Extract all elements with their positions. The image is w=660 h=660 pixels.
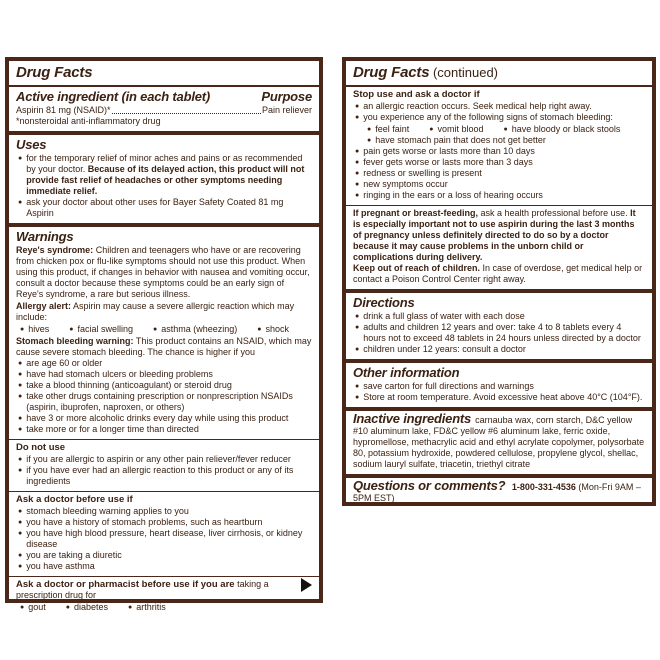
keep-bold: Keep out of reach of children.: [353, 263, 481, 273]
bullet-icon: ●: [355, 313, 360, 320]
list-item: [502, 124, 621, 135]
list-item: [16, 424, 312, 435]
bullet-icon: ●: [355, 170, 360, 177]
allergy-item: asthma (wheezing): [161, 324, 238, 334]
stomach-label: Stomach bleeding warning:: [16, 336, 134, 346]
bullet-icon: ●: [257, 326, 262, 333]
ask-doctor-bullet: you have a history of stomach problems, such as heartburn: [26, 517, 263, 527]
continued-label: (continued): [429, 65, 499, 80]
stomach-bullet: take other drugs containing prescription or nonprescription NSAIDs (aspirin, ibuprofen, naproxen, or others): [26, 391, 293, 412]
list-item: [353, 344, 645, 355]
drug-facts-panel-left: [5, 57, 323, 612]
bullet-icon: ●: [355, 181, 360, 188]
list-item: [18, 324, 49, 335]
inactive-ingredients-section: [346, 407, 652, 474]
directions-bullet: drink a full glass of water with each dose: [363, 311, 525, 321]
list-item: [16, 561, 312, 572]
sign-item: have stomach pain that does not get better: [375, 135, 546, 145]
other-info-bullet: save carton for full directions and warnings: [363, 381, 534, 391]
ask-pharmacist-heading: [16, 579, 312, 601]
other-information-heading: Other information: [353, 365, 460, 380]
drug-item: arthritis: [136, 602, 166, 612]
list-item: [353, 322, 645, 344]
uses-section: [9, 131, 319, 223]
ask-pharmacist-section: [9, 576, 319, 617]
list-item: [353, 179, 645, 190]
list-item: [353, 157, 645, 168]
inactive-ingredients-heading: Inactive ingredients: [353, 411, 472, 426]
bullet-icon: ●: [18, 426, 23, 433]
stomach-bleeding-paragraph: [16, 336, 312, 358]
sign-item: vomit blood: [437, 124, 484, 134]
drug-facts-panel-right: [342, 57, 656, 506]
allergy-alert-paragraph: [16, 301, 312, 323]
do-not-use-bullet: if you have ever had an allergic reaction to this product or any of its ingredients: [26, 465, 294, 486]
directions-bullet: children under 12 years: consult a doctor: [363, 344, 526, 354]
directions-section: [346, 289, 652, 359]
bullet-icon: ●: [18, 508, 23, 515]
list-item: [353, 392, 645, 403]
bullet-icon: ●: [18, 456, 23, 463]
list-item: [353, 101, 645, 112]
list-item: [365, 124, 409, 135]
bullet-icon: ●: [355, 159, 360, 166]
bullet-icon: ●: [355, 324, 360, 331]
active-ingredient-heading: Active ingredient (in each tablet): [16, 89, 211, 104]
bullet-icon: ●: [18, 563, 23, 570]
bullet-icon: ●: [367, 126, 372, 133]
phone-number: 1-800-331-4536: [509, 482, 579, 492]
do-not-use-heading: Do not use: [16, 442, 66, 453]
list-item: [16, 358, 312, 369]
list-item: [126, 602, 166, 613]
bullet-icon: ●: [355, 394, 360, 401]
stomach-bullet: take a blood thinning (anticoagulant) or steroid drug: [26, 380, 232, 390]
drug-facts-title: Drug Facts: [16, 64, 93, 81]
pregnant-bold: If pregnant or breast-feeding,: [353, 208, 479, 218]
list-item: [353, 381, 645, 392]
uses-bullet-1-bold: Because of its delayed action, this product will not provide fast relief of headaches or other symptoms needing immediate relief.: [26, 164, 305, 196]
bullet-icon: ●: [355, 148, 360, 155]
list-item: [16, 369, 312, 380]
list-item: [16, 550, 312, 561]
ask-doctor-section: [9, 491, 319, 576]
bullet-icon: ●: [18, 155, 23, 162]
bullet-icon: ●: [18, 415, 23, 422]
other-info-bullet: Store at room temperature. Avoid excessive heat above 40°C (104°F).: [363, 392, 643, 402]
stop-use-heading: Stop use and ask a doctor if: [353, 89, 480, 100]
uses-bullet-1: for the temporary relief of minor aches and pains or as recommended by your doctor.: [26, 153, 303, 174]
directions-bullet: adults and children 12 years and over: take 4 to 8 tablets every 4 hours not to exceed 48 tablets in 24 hours unless directed by a doctor: [363, 322, 641, 343]
bullet-icon: ●: [18, 467, 23, 474]
pregnant-bold-2: It is especially important not to use aspirin during the last 3 months of pregnancy unless definitely directed to do so by a doctor because it may cause problems in the unborn child or complications during delivery.: [353, 208, 636, 262]
list-item: [353, 112, 645, 123]
pregnant-text: ask a health professional before use.: [478, 208, 631, 218]
sign-item: have bloody or black stools: [511, 124, 621, 134]
bullet-icon: ●: [355, 103, 360, 110]
bullet-icon: ●: [69, 326, 74, 333]
bullet-icon: ●: [429, 126, 434, 133]
questions-paragraph: [353, 480, 645, 504]
allergy-symptom-list: [18, 324, 312, 335]
list-item: [353, 146, 645, 157]
bullet-icon: ●: [355, 114, 360, 121]
drug-facts-header: [9, 61, 319, 85]
purpose-heading: Purpose: [261, 89, 312, 104]
bullet-icon: ●: [18, 530, 23, 537]
list-item: [64, 602, 108, 613]
nsaid-footnote: *nonsteroidal anti-inflammatory drug: [16, 116, 161, 126]
uses-heading: Uses: [16, 137, 47, 152]
pregnancy-warning-section: [346, 205, 652, 289]
bullet-icon: ●: [18, 552, 23, 559]
stomach-bullet: take more or for a longer time than directed: [26, 424, 199, 434]
stomach-bleeding-signs-list: [365, 124, 645, 135]
list-item: [16, 153, 312, 197]
drug-item: gout: [28, 602, 46, 612]
list-item: [16, 465, 312, 487]
list-item: [16, 413, 312, 424]
stomach-bullet: have had stomach ulcers or bleeding problems: [26, 369, 213, 379]
sign-item: feel faint: [375, 124, 410, 134]
list-item: [67, 324, 133, 335]
list-item: [16, 528, 312, 550]
drug-facts-title: Drug Facts: [353, 64, 430, 81]
allergy-item: facial swelling: [77, 324, 134, 334]
stop-use-bullet: an allergic reaction occurs. Seek medical help right away.: [363, 101, 592, 111]
ask-pharmacist-bold: Ask a doctor or pharmacist before use if you are: [16, 579, 235, 590]
phone-hours: (Mon-Fri 9AM – 5PM EST): [353, 482, 641, 503]
questions-heading: Questions or comments?: [353, 478, 506, 493]
drug-item: diabetes: [74, 602, 109, 612]
bullet-icon: ●: [18, 199, 23, 206]
bullet-icon: ●: [20, 604, 25, 611]
allergy-text: Aspirin may cause a severe allergic reaction which may include:: [16, 301, 295, 322]
bullet-icon: ●: [367, 137, 372, 144]
stop-use-bullet: ringing in the ears or a loss of hearing occurs: [363, 190, 543, 200]
ask-doctor-bullet: stomach bleeding warning applies to you: [26, 506, 189, 516]
stop-use-bullet: new symptoms occur: [363, 179, 448, 189]
pregnancy-paragraph: [353, 208, 645, 263]
list-item: [365, 135, 645, 146]
bullet-icon: ●: [355, 383, 360, 390]
other-information-section: [346, 359, 652, 407]
ask-doctor-bullet: you have high blood pressure, heart disease, liver cirrhosis, or kidney disease: [26, 528, 303, 549]
bullet-icon: ●: [20, 326, 25, 333]
ask-pharmacist-rest: taking a prescription drug for: [16, 579, 269, 600]
ask-doctor-bullet: you are taking a diuretic: [26, 550, 122, 560]
list-item: [16, 517, 312, 528]
prescription-drug-list: [18, 602, 312, 613]
stop-use-bullet: pain gets worse or lasts more than 10 days: [363, 146, 535, 156]
continued-arrow-icon: [301, 578, 312, 592]
ask-doctor-heading: Ask a doctor before use if: [16, 494, 133, 505]
do-not-use-section: [9, 439, 319, 491]
keep-out-of-reach-paragraph: [353, 263, 645, 285]
list-item: [16, 506, 312, 517]
allergy-item: hives: [28, 324, 50, 334]
list-item: [16, 197, 312, 219]
inactive-ingredients-text: carnauba wax, corn starch, D&C yellow #10 aluminum lake, FD&C yellow #6 aluminum lake, ferric oxide, hypromellose, methacrylic acid and ethyl acrylate copolymer, polysorbate 80, potassium hydroxide, powdered cellulose, propylene glycol, shellac, sodium lauryl sulfate, triacetin, triethyl citrate: [353, 415, 645, 469]
list-item: [353, 311, 645, 322]
keep-text: In case of overdose, get medical help or contact a Poison Control Center right away.: [353, 263, 643, 284]
stomach-bullet: have 3 or more alcoholic drinks every day while using this product: [26, 413, 289, 423]
ingredient-name: Aspirin 81 mg (NSAID)*: [16, 105, 111, 115]
bullet-icon: ●: [153, 326, 158, 333]
bullet-icon: ●: [18, 519, 23, 526]
list-item: [255, 324, 289, 335]
uses-bullet-2: ask your doctor about other uses for Bayer Safety Coated 81 mg Aspirin: [26, 197, 284, 218]
list-item: [353, 168, 645, 179]
questions-section: [346, 474, 652, 508]
bullet-icon: ●: [355, 192, 360, 199]
drug-facts-continued-header: [346, 61, 652, 85]
stomach-bullet: are age 60 or older: [26, 358, 103, 368]
ingredient-row: [16, 105, 312, 116]
reyes-label: Reye's syndrome:: [16, 245, 94, 255]
stop-use-section: [346, 85, 652, 205]
list-item: [18, 602, 46, 613]
warnings-section: [9, 223, 319, 439]
bullet-icon: ●: [65, 604, 70, 611]
list-item: [353, 190, 645, 201]
purpose-value: Pain reliever: [261, 105, 312, 115]
list-item: [16, 380, 312, 391]
allergy-item: shock: [265, 324, 290, 334]
bullet-icon: ●: [128, 604, 133, 611]
bullet-icon: ●: [18, 382, 23, 389]
bullet-icon: ●: [18, 393, 23, 400]
warnings-heading: Warnings: [16, 229, 74, 244]
bullet-icon: ●: [18, 360, 23, 367]
allergy-label: Allergy alert:: [16, 301, 72, 311]
stop-use-bullet: fever gets worse or lasts more than 3 days: [363, 157, 533, 167]
bullet-icon: ●: [18, 371, 23, 378]
list-item: [151, 324, 237, 335]
stop-use-bullet: redness or swelling is present: [363, 168, 482, 178]
inactive-ingredients-paragraph: [353, 413, 645, 470]
dotted-leader: [112, 113, 261, 114]
stomach-text: This product contains an NSAID, which may cause severe stomach bleeding. The chance is higher if you: [16, 336, 312, 357]
do-not-use-bullet: if you are allergic to aspirin or any other pain reliever/fever reducer: [26, 454, 291, 464]
bullet-icon: ●: [503, 126, 508, 133]
reyes-syndrome-paragraph: [16, 245, 312, 300]
stop-use-bullet: you experience any of the following signs of stomach bleeding:: [363, 112, 613, 122]
reyes-text: Children and teenagers who have or are recovering from chicken pox or flu-like symptoms should not use this product. When using this product, if changes in behavior with nausea and vomiting occur, consult a doctor because these symptoms could be an early sign of Reye's syndrome, a rare but serious illness.: [16, 245, 310, 299]
list-item: [16, 454, 312, 465]
list-item: [427, 124, 483, 135]
ask-doctor-bullet: you have asthma: [26, 561, 95, 571]
bullet-icon: ●: [355, 346, 360, 353]
list-item: [16, 391, 312, 413]
active-ingredient-section: [9, 85, 319, 131]
directions-heading: Directions: [353, 295, 415, 310]
